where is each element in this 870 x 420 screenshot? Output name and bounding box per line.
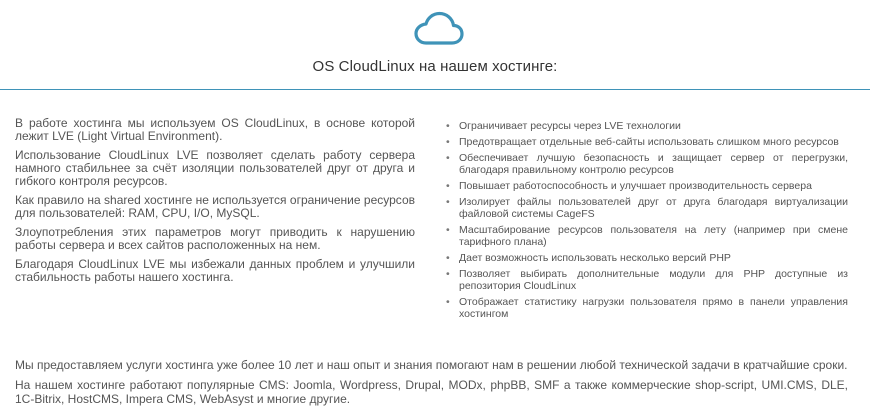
header (0, 0, 870, 88)
bullet-icon: • (446, 268, 450, 280)
feature-text: Обеспечивает лучшую безопасность и защищает сервер от перегрузки, благодаря правильному контролю ресурсов (459, 152, 848, 176)
intro-text (15, 117, 415, 290)
intro-paragraph: Злоупотребления этих параметров могут приводить к нарушению работы сервера и всех сайтов расположенных на нем. (15, 225, 415, 252)
bullet-icon: • (446, 196, 450, 208)
feature-item (443, 296, 848, 320)
cloud-icon (412, 8, 464, 48)
feature-item (443, 136, 848, 148)
intro-paragraph: Как правило на shared хостинге не используется ограничение ресурсов для пользователей: RAM, CPU, I/O, MySQL. (15, 193, 415, 220)
bullet-icon: • (446, 152, 450, 164)
experience-paragraph: Мы предоставляем услуги хостинга уже более 10 лет и наш опыт и знания помогают нам в решении любой технической задачи в кратчайшие сроки. (15, 358, 848, 372)
page-title: OS CloudLinux на нашем хостинге: (312, 58, 558, 75)
bottom-text (15, 358, 848, 412)
bullet-icon: • (446, 252, 450, 264)
feature-item (443, 224, 848, 248)
feature-text: Повышает работоспособность и улучшает производительность сервера (459, 180, 812, 192)
intro-paragraph: Использование CloudLinux LVE позволяет сделать работу сервера намного стабильнее за счёт изоляции пользователей друг от друга и гибкого контроля ресурсов. (15, 148, 415, 188)
header-divider (0, 89, 870, 90)
feature-text: Ограничивает ресурсы через LVE технологии (459, 120, 681, 132)
feature-item (443, 180, 848, 192)
bullet-icon: • (446, 136, 450, 148)
feature-text: Отображает статистику нагрузки пользователя прямо в панели управления хостингом (459, 296, 848, 320)
feature-item (443, 120, 848, 132)
bullet-icon: • (446, 180, 450, 192)
feature-text: Масштабирование ресурсов пользователя на лету (например при смене тарифного плана) (459, 224, 848, 248)
bullet-icon: • (446, 224, 450, 236)
feature-text: Позволяет выбирать дополнительные модули для PHP доступные из репозитория CloudLinux (459, 268, 848, 292)
feature-text: Изолирует файлы пользователей друг от друга благодаря виртуализации файловой системы CageFS (459, 196, 848, 220)
intro-paragraph: Благодаря CloudLinux LVE мы избежали данных проблем и улучшили стабильность работы нашего хостинга. (15, 257, 415, 284)
intro-paragraph: В работе хостинга мы используем OS CloudLinux, в основе которой лежит LVE (Light Virtual Environment). (15, 116, 415, 143)
feature-text: Предотвращает отдельные веб-сайты использовать слишком много ресурсов (459, 136, 839, 148)
features-list (443, 120, 848, 324)
bullet-icon: • (446, 120, 450, 132)
feature-text: Дает возможность использовать несколько версий PHP (459, 252, 731, 264)
feature-item (443, 152, 848, 176)
bullet-icon: • (446, 296, 450, 308)
cms-paragraph: На нашем хостинге работают популярные CMS: Joomla, Wordpress, Drupal, MODx, phpBB, SMF а также коммерческие shop-script, UMI.CMS, DLE, 1C-Bitrix, HostCMS, Impera CMS, WebAsyst и многие другие. (15, 378, 848, 406)
feature-item (443, 268, 848, 292)
feature-item (443, 252, 848, 264)
feature-item (443, 196, 848, 220)
